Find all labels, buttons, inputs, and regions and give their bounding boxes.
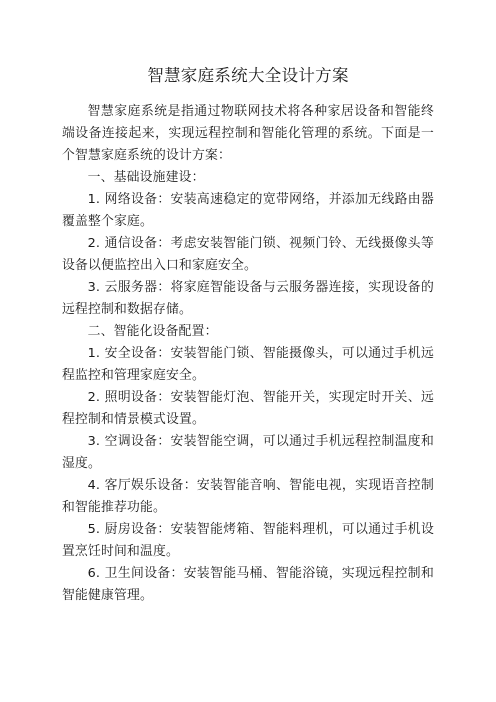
- list-item-lighting: 2. 照明设备：安装智能灯泡、智能开关，实现定时开关、远程控制和情景模式设置。: [62, 390, 434, 427]
- document-body: [62, 101, 434, 607]
- list-item-bathroom: 6. 卫生间设备：安装智能马桶、智能浴镜，实现远程控制和智能健康管理。: [62, 566, 434, 603]
- list-item-entertainment: 4. 客厅娱乐设备：安装智能音响、智能电视，实现语音控制和智能推荐功能。: [62, 478, 434, 515]
- list-item-network: 1. 网络设备：安装高速稳定的宽带网络，并添加无线路由器覆盖整个家庭。: [62, 192, 434, 229]
- section-heading-infrastructure: 一、基础设施建设：: [87, 170, 205, 185]
- list-item-kitchen: 5. 厨房设备：安装智能烤箱、智能料理机，可以通过手机设置烹饪时间和温度。: [62, 522, 434, 559]
- list-item-cloud-server: 3. 云服务器：将家庭智能设备与云服务器连接，实现设备的远程控制和数据存储。: [62, 280, 434, 317]
- document-title: 智慧家庭系统大全设计方案: [147, 66, 349, 85]
- list-item-air-conditioning: 3. 空调设备：安装智能空调，可以通过手机远程控制温度和湿度。: [62, 434, 434, 471]
- intro-paragraph: 智慧家庭系统是指通过物联网技术将各种家居设备和智能终端设备连接起来，实现远程控制和智能化管理的系统。下面是一个智慧家庭系统的设计方案：: [62, 104, 434, 163]
- section-heading-smart-devices: 二、智能化设备配置：: [87, 324, 218, 339]
- list-item-communication: 2. 通信设备：考虑安装智能门锁、视频门铃、无线摄像头等设备以便监控出入口和家庭安全。: [62, 236, 434, 273]
- list-item-security: 1. 安全设备：安装智能门锁、智能摄像头，可以通过手机远程监控和管理家庭安全。: [62, 346, 434, 383]
